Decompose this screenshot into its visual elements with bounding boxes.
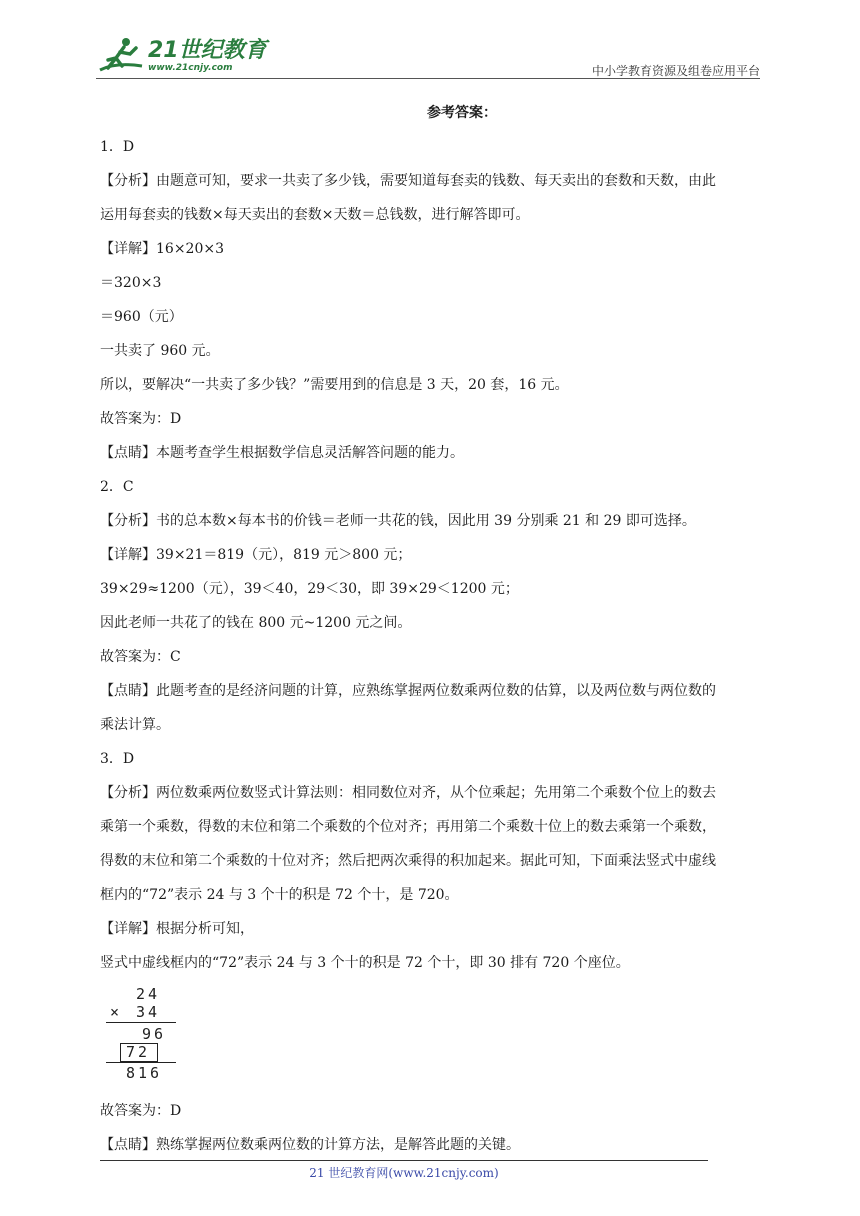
footer-divider xyxy=(100,1160,708,1161)
q2-comment-line-2: 乘法计算。 xyxy=(100,717,170,733)
q1-detail-line-2: ＝320×3 xyxy=(100,275,162,291)
page-header xyxy=(96,30,760,82)
calc-rule-1 xyxy=(106,1022,176,1023)
platform-label: 中小学教育资源及组卷应用平台 xyxy=(591,64,760,78)
q1-detail-line-4: 一共卖了 960 元。 xyxy=(100,343,220,359)
q1-detail-line-5: 所以，要解决“一共卖了多少钱？”需要用到的信息是 3 天，20 套，16 元。 xyxy=(100,377,569,393)
calc-multiplier: 34 xyxy=(136,1003,161,1021)
question-1 xyxy=(100,130,762,470)
q3-analysis-line-1: 【分析】两位数乘两位数竖式计算法则：相同数位对齐，从个位乘起；先用第二个乘数个位上的数去 xyxy=(100,785,716,801)
q2-detail-line-3: 因此老师一共花了的钱在 800 元~1200 元之间。 xyxy=(100,615,412,631)
logo-url: www.21cnjy.com xyxy=(148,62,233,73)
q3-answer: 故答案为：D xyxy=(100,1103,182,1119)
q2-analysis: 【分析】书的总本数×每本书的价钱＝老师一共花的钱，因此用 39 分别乘 21 和 29 即可选择。 xyxy=(100,513,696,529)
q3-analysis-line-2: 乘第一个乘数，得数的末位和第二个乘数的个位对齐；再用第二个乘数十位上的数去乘第一个乘数， xyxy=(100,819,716,835)
q3-analysis-line-4: 框内的“72”表示 24 与 3 个十的积是 72 个十，是 720。 xyxy=(100,887,459,903)
q3-analysis-line-3: 得数的末位和第二个乘数的十位对齐；然后把两次乘得的积加起来。据此可知，下面乘法竖式中虚线 xyxy=(100,853,716,869)
runner-logo-icon xyxy=(96,36,146,76)
calc-partial-product-1: 96 xyxy=(142,1025,167,1043)
calc-product: 816 xyxy=(126,1064,163,1082)
q1-analysis-line-2: 运用每套卖的钱数×每天卖出的套数×天数＝总钱数，进行解答即可。 xyxy=(100,207,530,223)
answer-content xyxy=(100,96,762,1162)
page-title: 参考答案： xyxy=(427,105,497,121)
header-divider xyxy=(96,78,760,79)
calc-multiplicand: 24 xyxy=(136,985,161,1003)
q1-detail-line-3: ＝960（元） xyxy=(100,309,183,325)
q3-comment: 【点睛】熟练掌握两位数乘两位数的计算方法，是解答此题的关键。 xyxy=(100,1137,520,1153)
q3-detail-line-2: 竖式中虚线框内的“72”表示 24 与 3 个十的积是 72 个十，即 30 排有 720 个座位。 xyxy=(100,955,630,971)
calc-rule-2 xyxy=(106,1062,176,1063)
q2-detail-line-1: 【详解】39×21＝819（元），819 元＞800 元； xyxy=(100,547,412,563)
q1-comment: 【点睛】本题考查学生根据数学信息灵活解答问题的能力。 xyxy=(100,445,464,461)
site-logo[interactable] xyxy=(96,34,267,78)
q3-number: 3．D xyxy=(100,751,135,767)
vertical-multiplication-figure xyxy=(100,986,200,1082)
question-3 xyxy=(100,742,762,1162)
q1-number: 1．D xyxy=(100,139,135,155)
q1-analysis-line-1: 【分析】由题意可知，要求一共卖了多少钱，需要知道每套卖的钱数、每天卖出的套数和天数，由此 xyxy=(100,173,716,189)
q3-detail-line-1: 【详解】根据分析可知， xyxy=(100,921,254,937)
q1-detail-line-1: 【详解】16×20×3 xyxy=(100,241,224,257)
question-2 xyxy=(100,470,762,742)
logo-title: 21世纪教育 xyxy=(148,37,267,63)
q1-answer: 故答案为：D xyxy=(100,411,182,427)
q2-comment-line-1: 【点睛】此题考查的是经济问题的计算，应熟练掌握两位数乘两位数的估算，以及两位数与两位数的 xyxy=(100,683,716,699)
calc-partial-product-2: 72 xyxy=(126,1043,151,1061)
calc-times-sign: × xyxy=(110,1003,120,1021)
q2-detail-line-2: 39×29≈1200（元），39＜40，29＜30，即 39×29＜1200 元； xyxy=(100,581,519,597)
q2-answer: 故答案为：C xyxy=(100,649,181,665)
page-footer[interactable]: 21 世纪教育网(www.21cnjy.com) xyxy=(309,1166,499,1180)
q2-number: 2．C xyxy=(100,479,134,495)
